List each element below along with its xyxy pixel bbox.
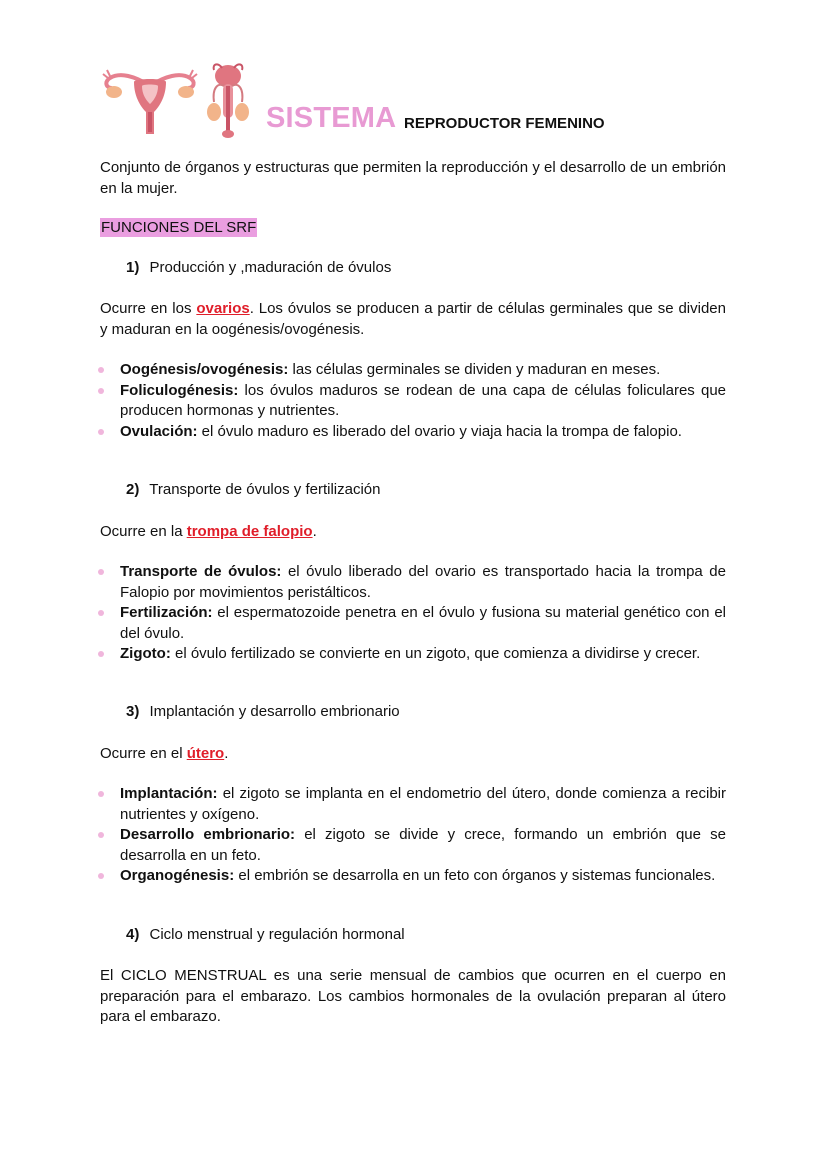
section-3-heading [126,703,400,720]
section-1-paragraph [100,299,726,340]
list-text: el zigoto se implanta en el endometrio del útero, donde comienza a recibir nutrientes y oxígeno. [120,785,726,823]
list-item [100,784,726,825]
list-term: Desarrollo embrionario: [120,826,296,843]
section-3-list [100,784,726,887]
list-term: Ovulación: [120,422,198,440]
female-reproductive-illustration [100,64,200,138]
paragraph-text: . [312,523,317,540]
list-item [100,381,726,422]
list-text: el óvulo maduro es liberado del ovario y viaja hacia la trompa de falopio. [197,422,682,440]
intro-paragraph: Conjunto de órganos y estructuras que permiten la reproducción y el desarrollo de un embrión en la mujer. [100,159,726,197]
list-item [100,825,726,866]
section-4-heading [126,926,405,943]
list-text: el óvulo fertilizado se convierte en un zigoto, que comienza a dividirse y crecer. [170,645,701,662]
section-4-paragraph: El CICLO MENSTRUAL es una serie mensual de cambios que ocurren en el cuerpo en preparación para el embarazo. Los cambios hormonales de la ovulación preparan al útero para el embarazo. [100,967,726,1025]
section-number: 2) [126,481,140,498]
list-term: Organogénesis: [120,867,235,884]
section-title: Producción y ,maduración de óvulos [149,259,392,276]
section-2-heading [126,481,380,498]
section-number: 3) [126,703,140,720]
list-term: Implantación: [120,785,218,802]
paragraph-text: Ocurre en los [100,300,197,317]
section-3-paragraph [100,744,726,765]
list-item [100,603,726,644]
paragraph-text: . [224,745,229,762]
section-label: FUNCIONES DEL SRF [101,219,257,236]
trompa-de-falopio-link[interactable]: trompa de falopio [186,523,313,540]
male-reproductive-illustration [198,62,258,138]
title-subtitle: REPRODUCTOR FEMENINO [404,115,605,132]
list-item [100,422,726,443]
section-2-paragraph [100,522,726,543]
list-term: Foliculogénesis: [120,381,239,399]
section-title: Transporte de óvulos y fertilización [149,481,381,498]
section-title: Ciclo menstrual y regulación hormonal [149,926,405,943]
list-item [100,360,726,381]
list-term: Zigoto: [120,645,171,662]
paragraph-text: . Los óvulos se producen a partir de células germinales que se dividen y maduran en la oogénesis/ovogénesis. [100,300,726,338]
document-header [100,62,740,138]
list-item [100,562,726,603]
section-number: 1) [126,259,140,276]
section-1-list [100,360,726,442]
list-term: Transporte de óvulos: [120,563,282,580]
paragraph-text: Ocurre en el [100,745,187,762]
section-label-wrap [100,218,726,239]
list-text: el espermatozoide penetra en el óvulo y fusiona su material genético con el del óvulo. [120,604,726,642]
list-text: los óvulos maduros se rodean de una capa de células foliculares que producen hormonas y nutrientes. [120,381,726,419]
list-term: Fertilización: [120,604,213,621]
list-term: Oogénesis/ovogénesis: [120,361,289,378]
title-main: SISTEMA [266,102,397,134]
utero-link[interactable]: útero [186,745,225,762]
list-text: el zigoto se divide y crece, formando un embrión que se desarrolla en un feto. [120,826,726,864]
list-text: las células germinales se dividen y maduran en meses. [288,361,661,378]
list-text: el óvulo liberado del ovario es transportado hacia la trompa de Falopio por movimientos peristálticos. [120,563,726,601]
section-2-list [100,562,726,665]
section-1-heading [126,259,391,276]
ovarios-link[interactable]: ovarios [196,300,250,317]
list-item [100,866,726,887]
list-item [100,644,726,665]
section-title: Implantación y desarrollo embrionario [149,703,400,720]
section-number: 4) [126,926,140,943]
paragraph-text: Ocurre en la [100,523,187,540]
list-text: el embrión se desarrolla en un feto con órganos y sistemas funcionales. [234,867,716,884]
